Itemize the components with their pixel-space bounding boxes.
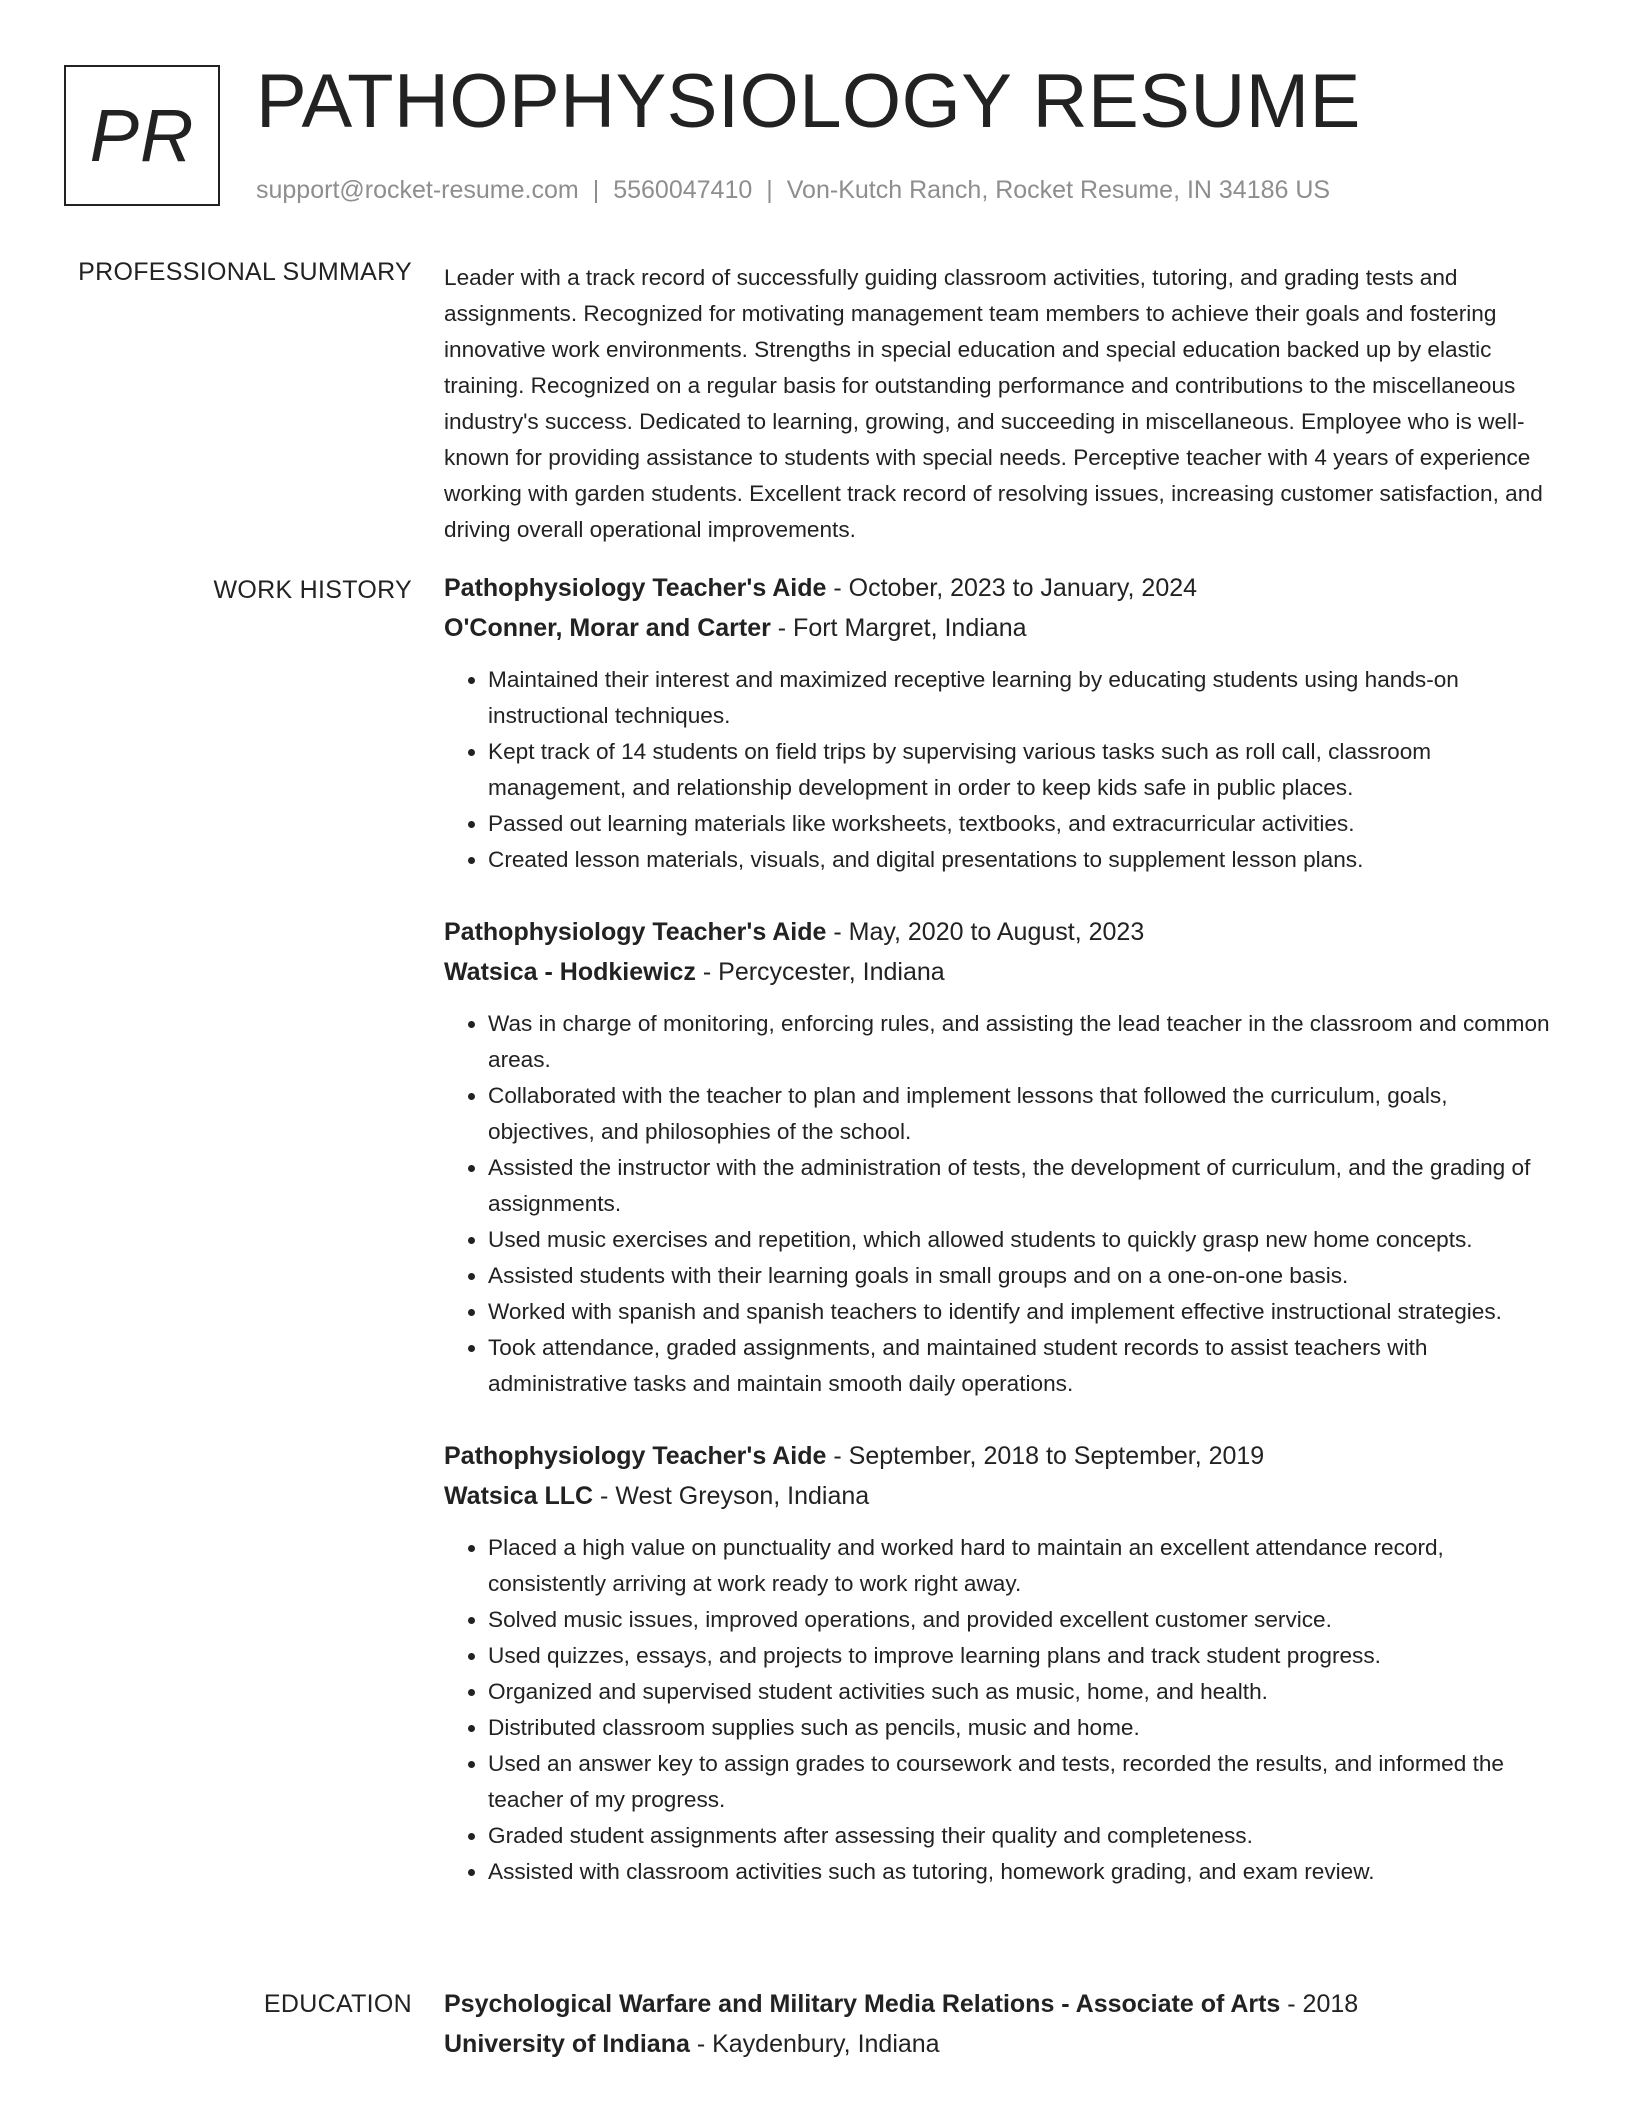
job-bullet: • Was in charge of monitoring, enforcing rules, and assisting the lead teacher in the classroom and common areas. <box>488 1006 1556 1078</box>
contact-phone: 5560047410 <box>613 176 753 204</box>
contact-separator: | <box>592 176 600 204</box>
job-dates: - May, 2020 to August, 2023 <box>826 918 1145 946</box>
education-school-line <box>444 2024 1556 2064</box>
job-bullet: • Graded student assignments after assessing their quality and completeness. <box>488 1818 1556 1854</box>
job-bullets <box>444 1530 1556 1890</box>
job-bullet: • Used music exercises and repetition, which allowed students to quickly grasp new home concepts. <box>488 1222 1556 1258</box>
job-entry <box>444 568 1556 878</box>
job-bullets <box>444 662 1556 878</box>
section-label-education: EDUCATION <box>263 1990 412 2018</box>
job-bullet: • Assisted with classroom activities such as tutoring, homework grading, and exam review. <box>488 1854 1556 1890</box>
job-title: Pathophysiology Teacher's Aide <box>444 918 827 946</box>
job-dates: - October, 2023 to January, 2024 <box>826 574 1198 602</box>
job-title: Pathophysiology Teacher's Aide <box>444 1442 827 1470</box>
job-bullet: • Placed a high value on punctuality and worked hard to maintain an excellent attendance record, consistently arriving at work ready to work right away. <box>488 1530 1556 1602</box>
education-location: - Kaydenbury, Indiana <box>689 2030 940 2058</box>
job-dates: - September, 2018 to September, 2019 <box>826 1442 1265 1470</box>
job-bullet: • Distributed classroom supplies such as pencils, music and home. <box>488 1710 1556 1746</box>
monogram-logo: PR <box>64 65 220 206</box>
job-bullet: • Organized and supervised student activities such as music, home, and health. <box>488 1674 1556 1710</box>
education-degree-line <box>444 1984 1556 2024</box>
section-label-work-history: WORK HISTORY <box>213 576 412 604</box>
job-bullet: • Used an answer key to assign grades to coursework and tests, recorded the results, and informed the teacher of my progress. <box>488 1746 1556 1818</box>
job-bullet: • Solved music issues, improved operations, and provided excellent customer service. <box>488 1602 1556 1638</box>
work-history-body <box>444 568 1556 1924</box>
education-year: - 2018 <box>1280 1990 1359 2018</box>
job-company-line <box>444 1476 1556 1516</box>
summary-text: Leader with a track record of successfully guiding classroom activities, tutoring, and grading tests and assignments. Recognized for motivating management team members to achieve their goals and fostering innovative work environments. Strengths in special education and special education backed up by elastic training. Recognized on a regular basis for outstanding performance and contributions to the miscellaneous industry's success. Dedicated to learning, growing, and succeeding in miscellaneous. Employee who is well-known for providing assistance to students with special needs. Perceptive teacher with 4 years of experience working with garden students. Excellent track record of resolving issues, increasing customer satisfaction, and driving overall operational improvements. <box>444 265 1543 542</box>
job-bullet: • Assisted students with their learning goals in small groups and on a one-on-one basis. <box>488 1258 1556 1294</box>
contact-email: support@rocket-resume.com <box>256 176 579 204</box>
job-title: Pathophysiology Teacher's Aide <box>444 574 827 602</box>
job-entry <box>444 912 1556 1402</box>
education-school: University of Indiana <box>444 2030 690 2058</box>
job-company-line <box>444 952 1556 992</box>
resume-header <box>0 0 1632 230</box>
job-title-line <box>444 568 1556 608</box>
job-bullet: • Worked with spanish and spanish teachers to identify and implement effective instructional strategies. <box>488 1294 1556 1330</box>
job-entry <box>444 1436 1556 1890</box>
resume-title: PATHOPHYSIOLOGY RESUME <box>256 59 1361 144</box>
job-bullet: • Collaborated with the teacher to plan and implement lessons that followed the curriculum, goals, objectives, and philosophies of the school. <box>488 1078 1556 1150</box>
job-bullet: • Assisted the instructor with the administration of tests, the development of curriculum, and the grading of assignments. <box>488 1150 1556 1222</box>
contact-line <box>256 172 1330 208</box>
job-title-line <box>444 1436 1556 1476</box>
job-bullets <box>444 1006 1556 1402</box>
education-body <box>444 1984 1556 2064</box>
job-bullet: • Maintained their interest and maximized receptive learning by educating students using hands-on instructional techniques. <box>488 662 1556 734</box>
job-bullet: • Used quizzes, essays, and projects to improve learning plans and track student progress. <box>488 1638 1556 1674</box>
section-label-summary: PROFESSIONAL SUMMARY <box>78 258 412 286</box>
job-location: - Fort Margret, Indiana <box>770 614 1027 642</box>
contact-separator: | <box>766 176 773 204</box>
job-bullet: • Took attendance, graded assignments, and maintained student records to assist teachers with administrative tasks and maintain smooth daily operations. <box>488 1330 1556 1402</box>
job-company: Watsica LLC <box>444 1482 594 1510</box>
job-company: Watsica - Hodkiewicz <box>444 958 696 986</box>
job-bullet: • Passed out learning materials like worksheets, textbooks, and extracurricular activities. <box>488 806 1556 842</box>
job-location: - Percycester, Indiana <box>695 958 945 986</box>
contact-address: Von-Kutch Ranch, Rocket Resume, IN 34186 US <box>786 176 1331 204</box>
job-bullet: • Kept track of 14 students on field trips by supervising various tasks such as roll call, classroom management, and relationship development in order to keep kids safe in public places. <box>488 734 1556 806</box>
job-title-line <box>444 912 1556 952</box>
education-degree: Psychological Warfare and Military Media Relations - Associate of Arts <box>444 1990 1281 2018</box>
job-location: - West Greyson, Indiana <box>593 1482 870 1510</box>
job-company: O'Conner, Morar and Carter <box>444 614 771 642</box>
job-company-line <box>444 608 1556 648</box>
job-bullet: • Created lesson materials, visuals, and digital presentations to supplement lesson plans. <box>488 842 1556 878</box>
